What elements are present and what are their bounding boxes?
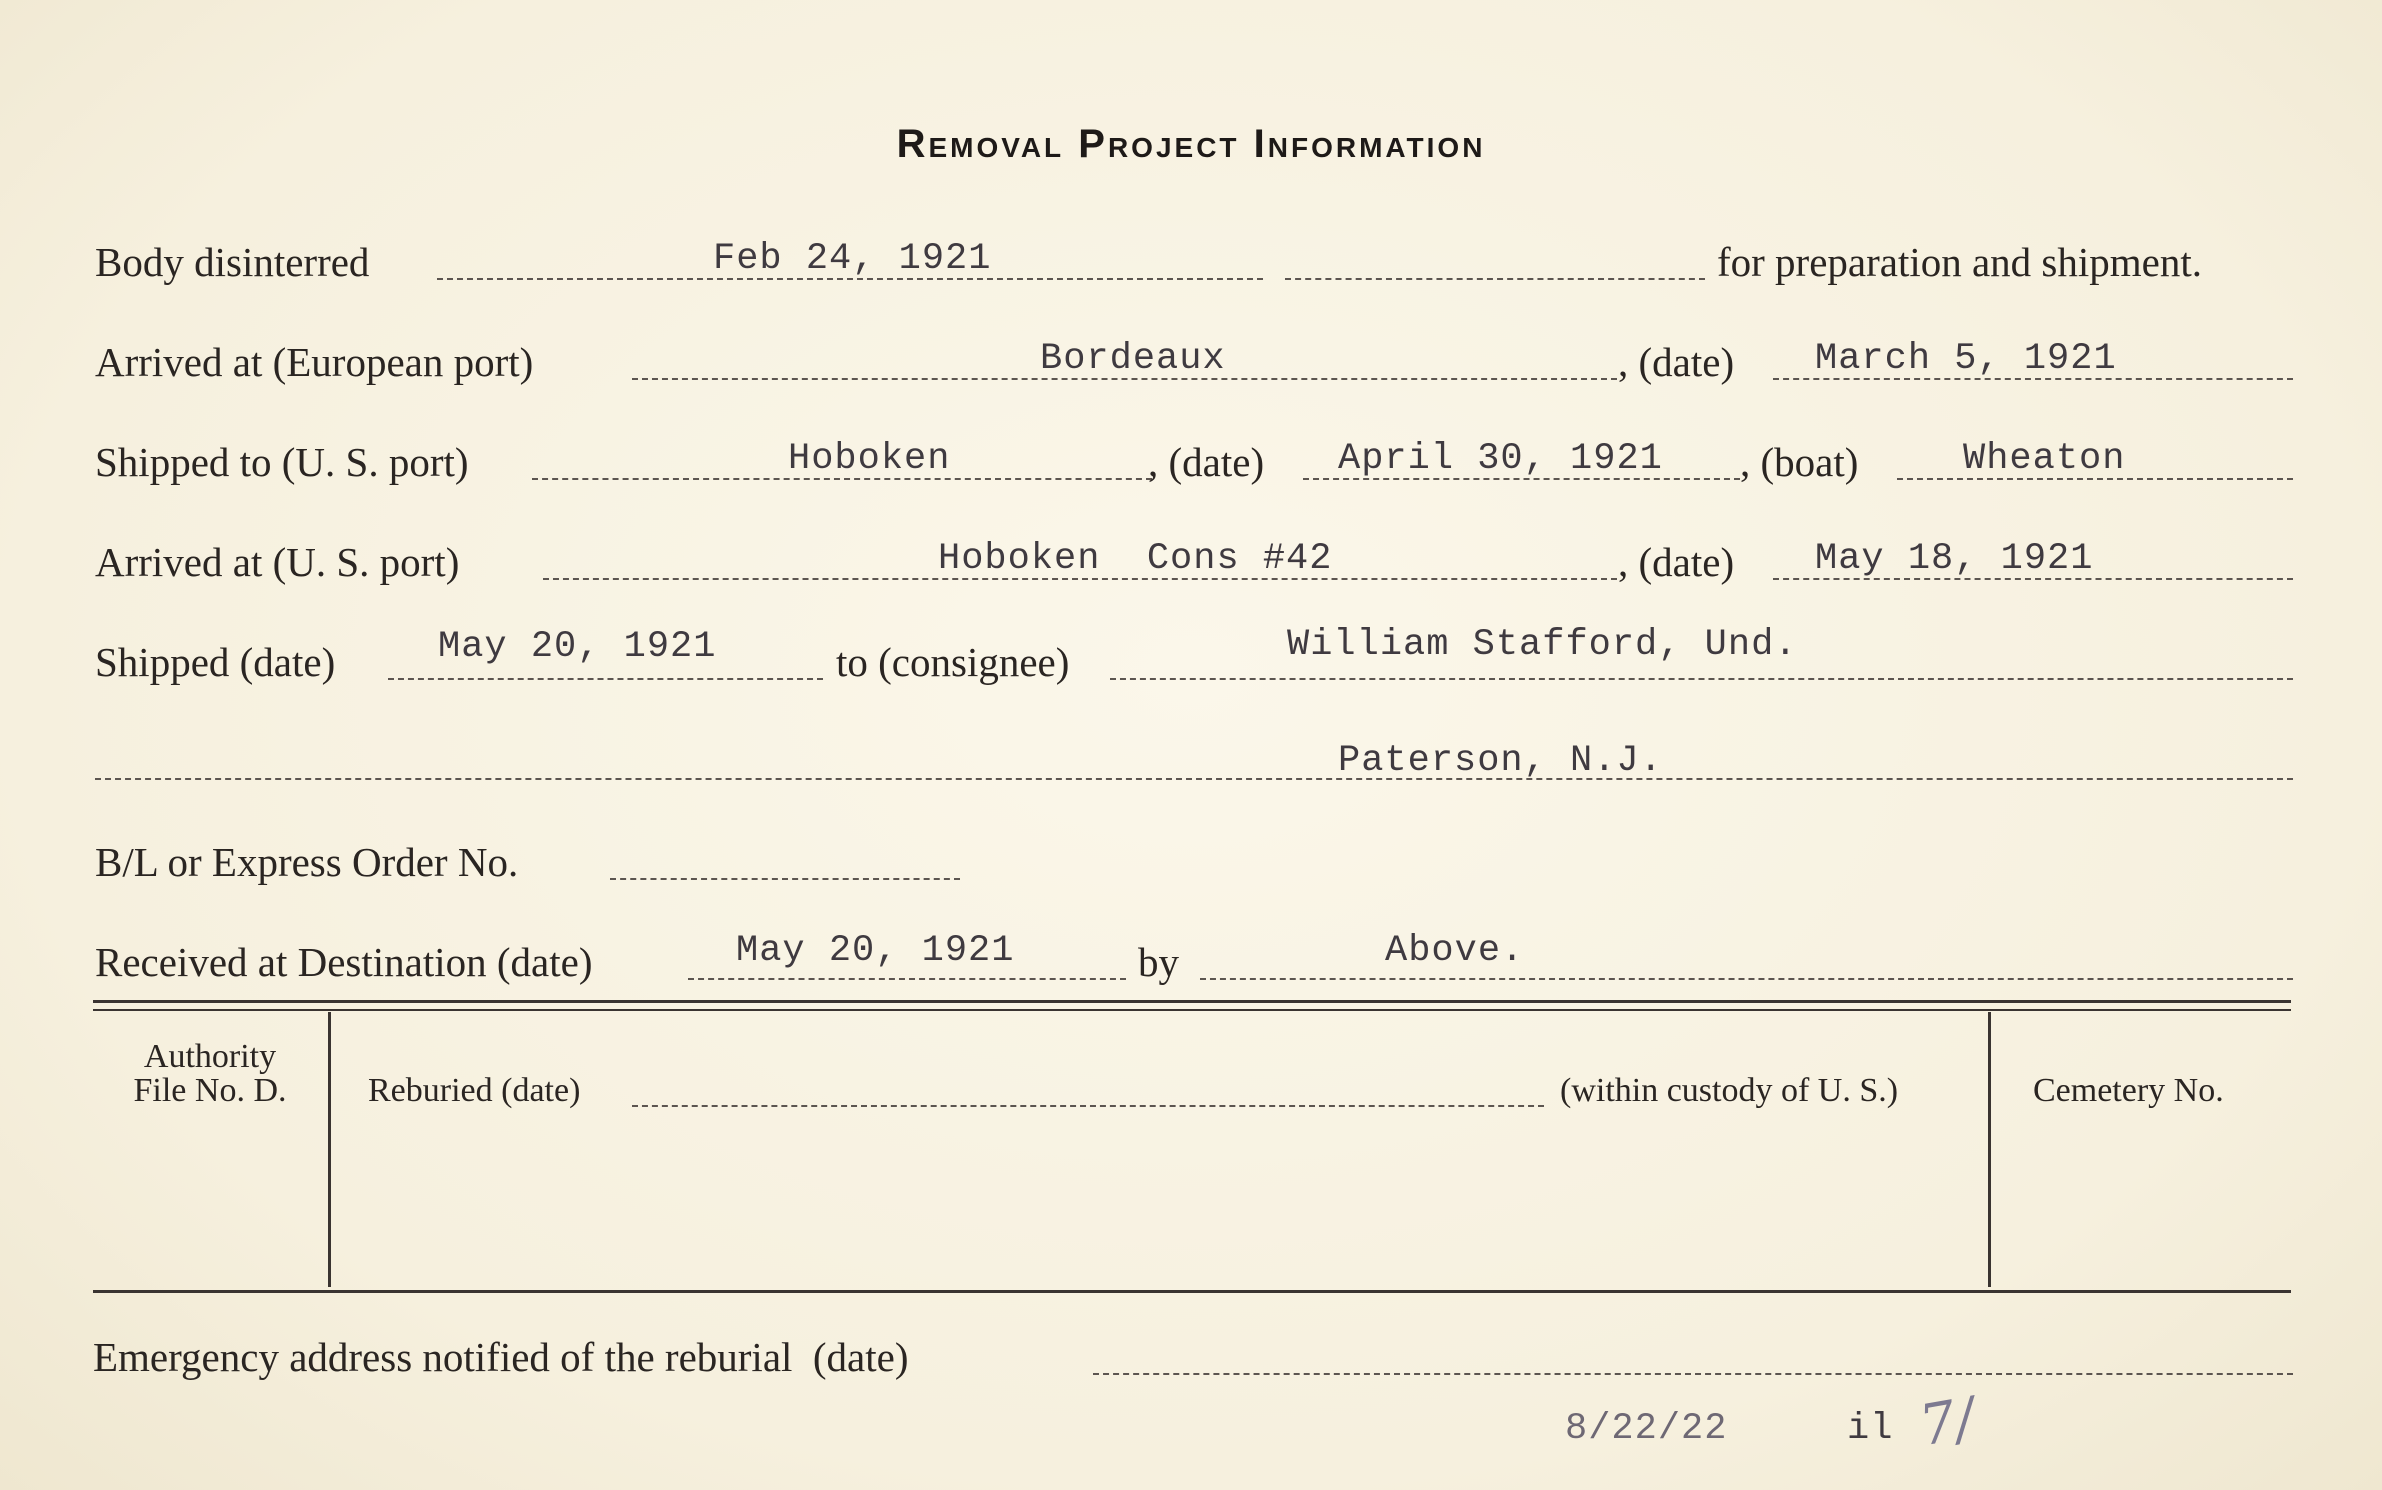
received-date: May 20, 1921 bbox=[736, 930, 1015, 972]
row-arrived-us bbox=[0, 538, 2382, 608]
received-by-label: by bbox=[1138, 939, 1179, 985]
arrived-european-label: Arrived at (European port) bbox=[95, 339, 534, 385]
shipped-us-label: Shipped to (U. S. port) bbox=[95, 439, 469, 485]
box-divider-right bbox=[1988, 1012, 1991, 1287]
shipped-date-label: Shipped (date) bbox=[95, 639, 336, 685]
bl-order-label: B/L or Express Order No. bbox=[95, 839, 519, 885]
stamp-date: 8/22/22 bbox=[1565, 1408, 1728, 1450]
cemetery-label: Cemetery No. bbox=[2033, 1072, 2224, 1109]
shipped-date-line bbox=[388, 678, 823, 680]
shipped-us-date: April 30, 1921 bbox=[1338, 438, 1663, 480]
disinterred-suffix: for preparation and shipment. bbox=[1717, 239, 2203, 285]
shipped-us-date-label: , (date) bbox=[1148, 439, 1265, 485]
row-bl-order bbox=[0, 838, 2382, 908]
consignee-value: William Stafford, Und. bbox=[1287, 624, 1798, 666]
row-disinterred bbox=[0, 238, 2382, 308]
arrived-us-date-label: , (date) bbox=[1618, 539, 1735, 585]
authority-label bbox=[100, 1040, 320, 1108]
row-arrived-european bbox=[0, 338, 2382, 408]
received-by-line bbox=[1200, 978, 2293, 980]
arrived-us-port: Hoboken Cons #42 bbox=[938, 538, 1333, 580]
arrived-european-port: Bordeaux bbox=[1040, 338, 1226, 380]
bl-order-line bbox=[610, 878, 960, 880]
emergency-label: Emergency address notified of the reburial (date) bbox=[93, 1334, 909, 1380]
row-shipped-us bbox=[0, 438, 2382, 508]
reburied-label: Reburied (date) bbox=[368, 1072, 581, 1109]
authority-line1: Authority bbox=[143, 1038, 277, 1075]
custody-label: (within custody of U. S.) bbox=[1560, 1072, 1899, 1109]
box-divider-left bbox=[328, 1012, 331, 1287]
arrived-us-date: May 18, 1921 bbox=[1815, 538, 2094, 580]
disinterred-label: Body disinterred bbox=[95, 239, 370, 285]
handwritten-mark: 7/ bbox=[1914, 1385, 1980, 1460]
consignee-label: to (consignee) bbox=[836, 639, 1070, 685]
double-rule-top bbox=[93, 1000, 2291, 1003]
consignee-address: Paterson, N.J. bbox=[1338, 740, 1663, 782]
row-emergency bbox=[0, 1333, 2382, 1403]
shipped-us-port: Hoboken bbox=[788, 438, 951, 480]
shipped-us-boat: Wheaton bbox=[1963, 438, 2126, 480]
emergency-line bbox=[1093, 1373, 2293, 1375]
double-rule-bottom bbox=[93, 1009, 2291, 1011]
shipped-date-value: May 20, 1921 bbox=[438, 626, 717, 668]
consignee-line bbox=[1110, 678, 2293, 680]
received-label: Received at Destination (date) bbox=[95, 939, 593, 985]
arrived-european-date: March 5, 1921 bbox=[1815, 338, 2117, 380]
row-received bbox=[0, 930, 2382, 1008]
address-line bbox=[95, 778, 2293, 780]
arrived-european-date-label: , (date) bbox=[1618, 339, 1735, 385]
box-bottom-rule bbox=[93, 1290, 2291, 1293]
shipped-us-boat-label: , (boat) bbox=[1740, 439, 1859, 485]
authority-line2: File No. D. bbox=[133, 1072, 287, 1109]
reburied-line bbox=[632, 1105, 1544, 1107]
received-by: Above. bbox=[1385, 930, 1525, 972]
received-date-line bbox=[688, 978, 1126, 980]
row-shipped-date bbox=[0, 624, 2382, 708]
arrived-us-label: Arrived at (U. S. port) bbox=[95, 539, 460, 585]
card-title: Removal Project Information bbox=[896, 122, 1486, 166]
row-consignee-address bbox=[0, 742, 2382, 812]
stamp-initials: il bbox=[1847, 1408, 1894, 1450]
disinterred-value: Feb 24, 1921 bbox=[713, 238, 992, 280]
disinterred-line-2 bbox=[1285, 278, 1705, 280]
